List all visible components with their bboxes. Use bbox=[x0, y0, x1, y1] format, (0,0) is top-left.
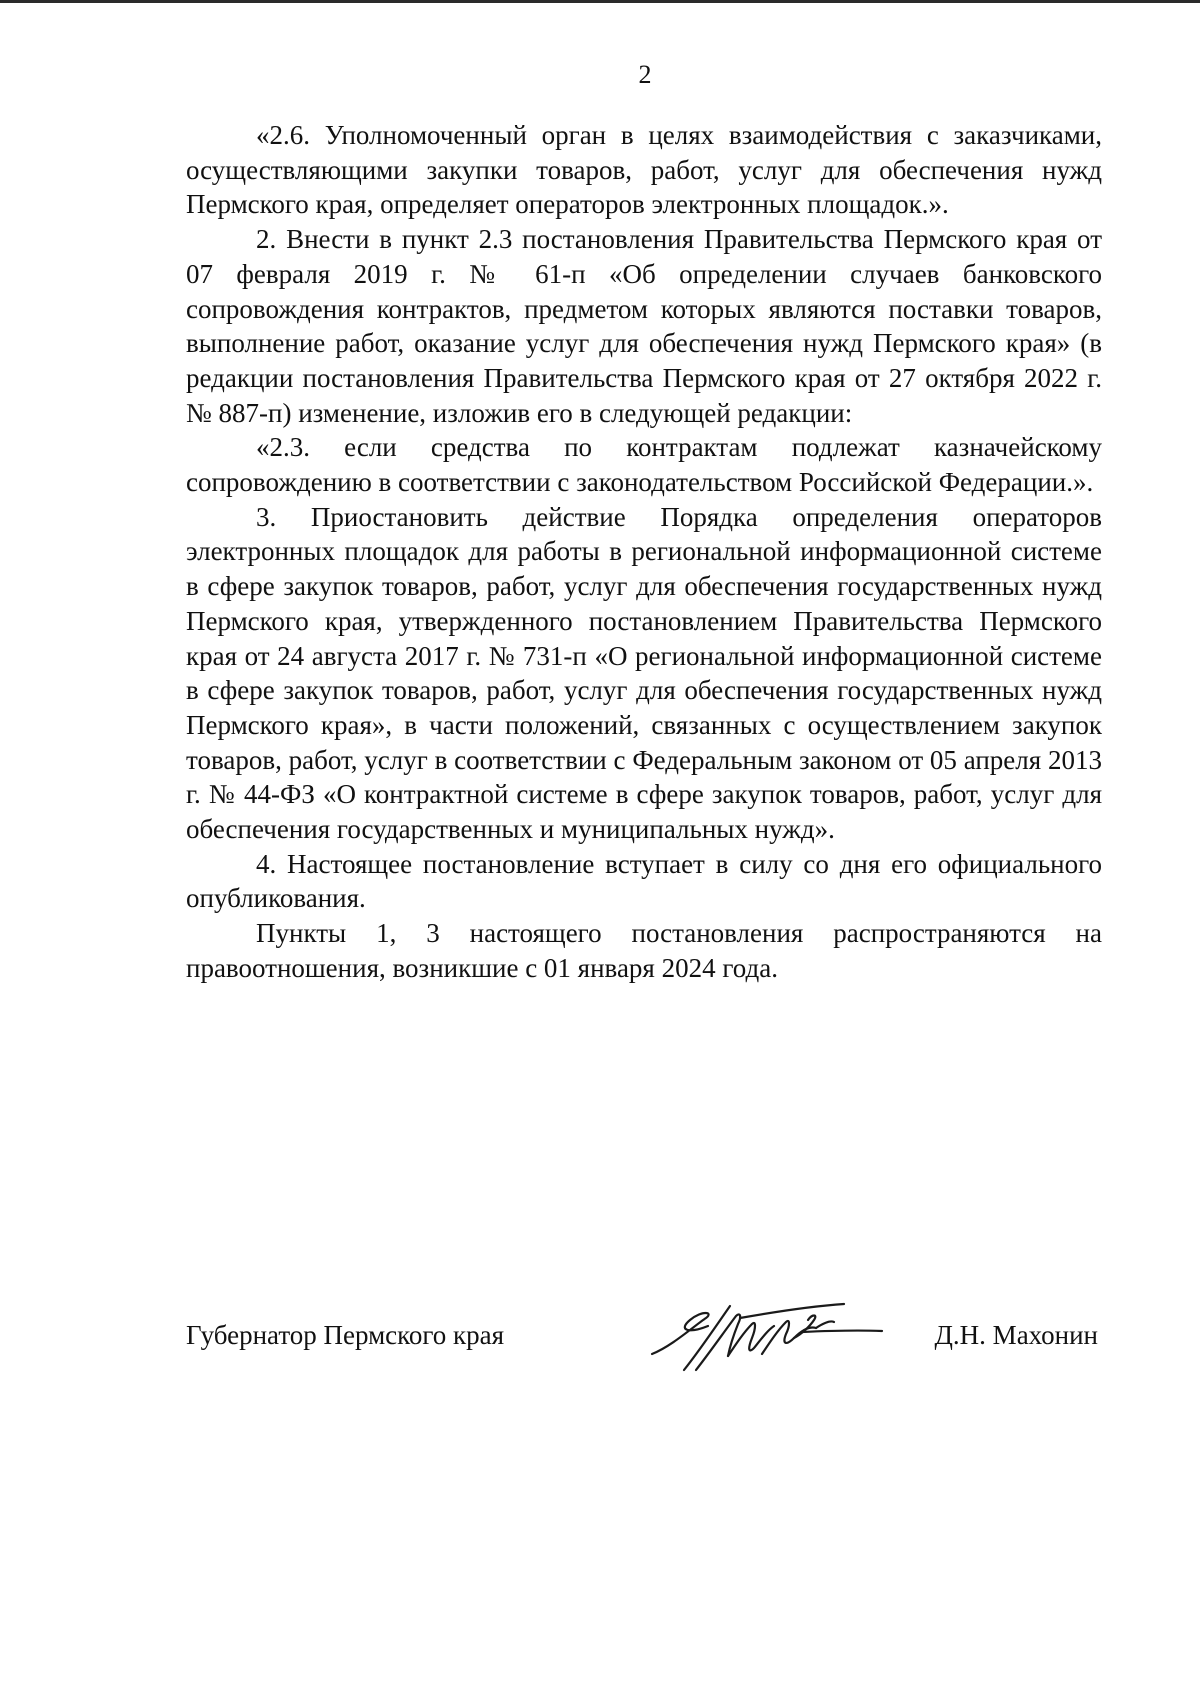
signatory-position: Губернатор Пермского края bbox=[186, 1320, 505, 1350]
signatory-name: Д.Н. Махонин bbox=[934, 1320, 1098, 1350]
paragraph-2-3-quote: «2.3. если средства по контрактам подлежат казначейскому сопровождению в соответствии с законодательством Российской Федерации.». bbox=[186, 432, 1102, 498]
paragraph-item-3: 3. Приостановить действие Порядка определения операторов электронных площадок для работы в региональной информационной системе в сфере закупок товаров, работ, услуг для обеспечения государственных нужд Пермского края, утвержденного постановлением Правительства Пермского края от 24 августа 2017 г. № 731-п «О региональной информационной системе в сфере закупок товаров, работ, услуг для обеспечения государственных нужд Пермского края», в части положений, связанных с осуществлением закупок товаров, работ, услуг в соответствии с Федеральным законом от 05 апреля 2013 г. № 44-ФЗ «О контрактной системе в сфере закупок товаров, работ, услуг для обеспечения государственных и муниципальных нужд». bbox=[186, 501, 1102, 845]
paragraph-item-2: 2. Внести в пункт 2.3 постановления Правительства Пермского края от 07 февраля 2019 г. № 61-п «Об определении случаев банковского сопровождения контрактов, предметом которых являются поставки товаров, выполнение работ, оказание услуг для обеспечения нужд Пермского края» (в редакции постановления Правительства Пермского края от 27 октября 2022 г. № 887-п) изменение, изложив его в следующей редакции: bbox=[186, 224, 1102, 428]
paragraph-2-6-quote: «2.6. Уполномоченный орган в целях взаимодействия с заказчиками, осуществляющими закупки товаров, работ, услуг для обеспечения нужд Пермского края, определяет операторов электронных площадок.». bbox=[186, 120, 1102, 220]
page-number: 2 bbox=[638, 60, 652, 89]
handwritten-signature bbox=[644, 1290, 884, 1372]
paragraph-item-4: 4. Настоящее постановление вступает в силу со дня его официального опубликования. bbox=[186, 848, 1102, 914]
paragraph-effective-clauses: Пункты 1, 3 настоящего постановления распространяются на правоотношения, возникшие с 01 января 2024 года. bbox=[186, 918, 1102, 983]
page-top-edge bbox=[0, 0, 1200, 3]
signature-block bbox=[186, 1312, 1098, 1392]
document-body bbox=[186, 118, 1102, 986]
